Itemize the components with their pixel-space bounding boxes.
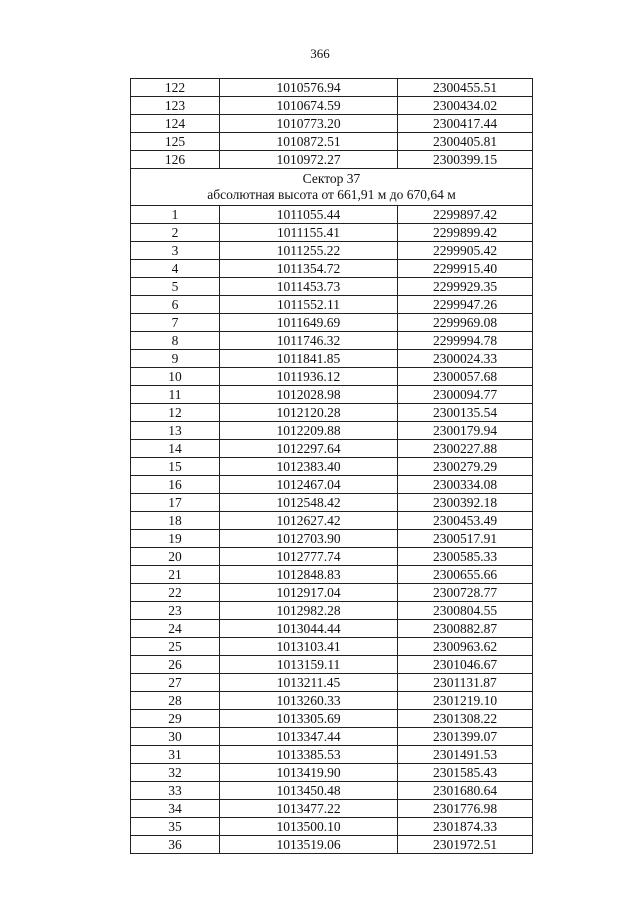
table-row — [131, 584, 533, 602]
x-coordinate-cell: 1013159.11 — [220, 656, 398, 674]
x-coordinate-cell: 1012209.88 — [220, 422, 398, 440]
point-number-cell: 7 — [131, 314, 220, 332]
y-coordinate-cell: 2300882.87 — [398, 620, 533, 638]
table-row — [131, 260, 533, 278]
y-coordinate-cell: 2300094.77 — [398, 386, 533, 404]
x-coordinate-cell: 1011354.72 — [220, 260, 398, 278]
y-coordinate-cell: 2300728.77 — [398, 584, 533, 602]
table-row — [131, 133, 533, 151]
y-coordinate-cell: 2301219.10 — [398, 692, 533, 710]
y-coordinate-cell: 2300453.49 — [398, 512, 533, 530]
y-coordinate-cell: 2301776.98 — [398, 800, 533, 818]
y-coordinate-cell: 2300455.51 — [398, 79, 533, 97]
y-coordinate-cell: 2301491.53 — [398, 746, 533, 764]
sector-header-row — [131, 169, 533, 206]
x-coordinate-cell: 1010674.59 — [220, 97, 398, 115]
y-coordinate-cell: 2300179.94 — [398, 422, 533, 440]
table-row — [131, 692, 533, 710]
point-number-cell: 28 — [131, 692, 220, 710]
rows-before — [131, 79, 533, 169]
point-number-cell: 15 — [131, 458, 220, 476]
x-coordinate-cell: 1011453.73 — [220, 278, 398, 296]
point-number-cell: 36 — [131, 836, 220, 854]
x-coordinate-cell: 1011841.85 — [220, 350, 398, 368]
point-number-cell: 9 — [131, 350, 220, 368]
x-coordinate-cell: 1013419.90 — [220, 764, 398, 782]
point-number-cell: 17 — [131, 494, 220, 512]
y-coordinate-cell: 2300804.55 — [398, 602, 533, 620]
point-number-cell: 124 — [131, 115, 220, 133]
point-number-cell: 21 — [131, 566, 220, 584]
x-coordinate-cell: 1013519.06 — [220, 836, 398, 854]
table-row — [131, 440, 533, 458]
y-coordinate-cell: 2301585.43 — [398, 764, 533, 782]
table-row — [131, 638, 533, 656]
x-coordinate-cell: 1011055.44 — [220, 206, 398, 224]
y-coordinate-cell: 2300399.15 — [398, 151, 533, 169]
point-number-cell: 16 — [131, 476, 220, 494]
x-coordinate-cell: 1012028.98 — [220, 386, 398, 404]
x-coordinate-cell: 1012383.40 — [220, 458, 398, 476]
x-coordinate-cell: 1013260.33 — [220, 692, 398, 710]
y-coordinate-cell: 2300392.18 — [398, 494, 533, 512]
y-coordinate-cell: 2299899.42 — [398, 224, 533, 242]
point-number-cell: 11 — [131, 386, 220, 404]
table-row — [131, 566, 533, 584]
table-row — [131, 368, 533, 386]
table-row — [131, 548, 533, 566]
y-coordinate-cell: 2300227.88 — [398, 440, 533, 458]
table-row — [131, 350, 533, 368]
x-coordinate-cell: 1012777.74 — [220, 548, 398, 566]
y-coordinate-cell: 2301399.07 — [398, 728, 533, 746]
y-coordinate-cell: 2299897.42 — [398, 206, 533, 224]
x-coordinate-cell: 1012297.64 — [220, 440, 398, 458]
x-coordinate-cell: 1011155.41 — [220, 224, 398, 242]
table-row — [131, 97, 533, 115]
x-coordinate-cell: 1011936.12 — [220, 368, 398, 386]
y-coordinate-cell: 2300279.29 — [398, 458, 533, 476]
point-number-cell: 1 — [131, 206, 220, 224]
table-row — [131, 494, 533, 512]
x-coordinate-cell: 1013385.53 — [220, 746, 398, 764]
table-row — [131, 782, 533, 800]
point-number-cell: 23 — [131, 602, 220, 620]
table-row — [131, 512, 533, 530]
sector-subtitle: абсолютная высота от 661,91 м до 670,64 м — [207, 187, 456, 202]
table-row — [131, 836, 533, 854]
table-row — [131, 746, 533, 764]
x-coordinate-cell: 1013450.48 — [220, 782, 398, 800]
x-coordinate-cell: 1012703.90 — [220, 530, 398, 548]
table-row — [131, 79, 533, 97]
coordinates-table — [130, 78, 533, 854]
point-number-cell: 35 — [131, 818, 220, 836]
point-number-cell: 24 — [131, 620, 220, 638]
table-row — [131, 530, 533, 548]
y-coordinate-cell: 2299905.42 — [398, 242, 533, 260]
y-coordinate-cell: 2301972.51 — [398, 836, 533, 854]
x-coordinate-cell: 1010972.27 — [220, 151, 398, 169]
table-row — [131, 476, 533, 494]
point-number-cell: 25 — [131, 638, 220, 656]
table-row — [131, 728, 533, 746]
y-coordinate-cell: 2301131.87 — [398, 674, 533, 692]
table-row — [131, 422, 533, 440]
y-coordinate-cell: 2300655.66 — [398, 566, 533, 584]
point-number-cell: 29 — [131, 710, 220, 728]
table-row — [131, 314, 533, 332]
point-number-cell: 123 — [131, 97, 220, 115]
table-row — [131, 800, 533, 818]
point-number-cell: 8 — [131, 332, 220, 350]
point-number-cell: 122 — [131, 79, 220, 97]
point-number-cell: 19 — [131, 530, 220, 548]
y-coordinate-cell: 2300434.02 — [398, 97, 533, 115]
table-row — [131, 710, 533, 728]
x-coordinate-cell: 1013044.44 — [220, 620, 398, 638]
y-coordinate-cell: 2300963.62 — [398, 638, 533, 656]
y-coordinate-cell: 2299915.40 — [398, 260, 533, 278]
table-row — [131, 764, 533, 782]
point-number-cell: 10 — [131, 368, 220, 386]
x-coordinate-cell: 1010576.94 — [220, 79, 398, 97]
point-number-cell: 5 — [131, 278, 220, 296]
x-coordinate-cell: 1012627.42 — [220, 512, 398, 530]
table-row — [131, 151, 533, 169]
table-row — [131, 620, 533, 638]
y-coordinate-cell: 2300417.44 — [398, 115, 533, 133]
sector-header-group — [131, 169, 533, 206]
point-number-cell: 32 — [131, 764, 220, 782]
table-row — [131, 278, 533, 296]
table-row — [131, 296, 533, 314]
point-number-cell: 13 — [131, 422, 220, 440]
point-number-cell: 22 — [131, 584, 220, 602]
point-number-cell: 3 — [131, 242, 220, 260]
x-coordinate-cell: 1011649.69 — [220, 314, 398, 332]
y-coordinate-cell: 2301874.33 — [398, 818, 533, 836]
x-coordinate-cell: 1013500.10 — [220, 818, 398, 836]
y-coordinate-cell: 2301046.67 — [398, 656, 533, 674]
y-coordinate-cell: 2300405.81 — [398, 133, 533, 151]
point-number-cell: 6 — [131, 296, 220, 314]
point-number-cell: 26 — [131, 656, 220, 674]
point-number-cell: 14 — [131, 440, 220, 458]
point-number-cell: 31 — [131, 746, 220, 764]
y-coordinate-cell: 2300334.08 — [398, 476, 533, 494]
x-coordinate-cell: 1012917.04 — [220, 584, 398, 602]
point-number-cell: 27 — [131, 674, 220, 692]
x-coordinate-cell: 1012848.83 — [220, 566, 398, 584]
table-row — [131, 386, 533, 404]
x-coordinate-cell: 1013211.45 — [220, 674, 398, 692]
y-coordinate-cell: 2299947.26 — [398, 296, 533, 314]
point-number-cell: 12 — [131, 404, 220, 422]
x-coordinate-cell: 1013305.69 — [220, 710, 398, 728]
point-number-cell: 2 — [131, 224, 220, 242]
table-row — [131, 602, 533, 620]
y-coordinate-cell: 2300135.54 — [398, 404, 533, 422]
x-coordinate-cell: 1011552.11 — [220, 296, 398, 314]
x-coordinate-cell: 1010872.51 — [220, 133, 398, 151]
y-coordinate-cell: 2300585.33 — [398, 548, 533, 566]
point-number-cell: 33 — [131, 782, 220, 800]
point-number-cell: 20 — [131, 548, 220, 566]
table-row — [131, 332, 533, 350]
table-row — [131, 818, 533, 836]
y-coordinate-cell: 2299929.35 — [398, 278, 533, 296]
table-row — [131, 674, 533, 692]
point-number-cell: 4 — [131, 260, 220, 278]
y-coordinate-cell: 2301308.22 — [398, 710, 533, 728]
point-number-cell: 30 — [131, 728, 220, 746]
table-row — [131, 242, 533, 260]
x-coordinate-cell: 1013103.41 — [220, 638, 398, 656]
page-number: 366 — [310, 46, 330, 61]
table-row — [131, 458, 533, 476]
x-coordinate-cell: 1012467.04 — [220, 476, 398, 494]
y-coordinate-cell: 2299969.08 — [398, 314, 533, 332]
x-coordinate-cell: 1013347.44 — [220, 728, 398, 746]
table-row — [131, 656, 533, 674]
y-coordinate-cell: 2300024.33 — [398, 350, 533, 368]
table-row — [131, 206, 533, 224]
y-coordinate-cell: 2300057.68 — [398, 368, 533, 386]
table-row — [131, 115, 533, 133]
y-coordinate-cell: 2300517.91 — [398, 530, 533, 548]
x-coordinate-cell: 1012548.42 — [220, 494, 398, 512]
x-coordinate-cell: 1012982.28 — [220, 602, 398, 620]
sector-header-cell — [131, 169, 533, 206]
point-number-cell: 125 — [131, 133, 220, 151]
table-row — [131, 224, 533, 242]
x-coordinate-cell: 1013477.22 — [220, 800, 398, 818]
point-number-cell: 18 — [131, 512, 220, 530]
x-coordinate-cell: 1012120.28 — [220, 404, 398, 422]
x-coordinate-cell: 1011746.32 — [220, 332, 398, 350]
point-number-cell: 34 — [131, 800, 220, 818]
sector-title: Сектор 37 — [302, 171, 361, 186]
y-coordinate-cell: 2301680.64 — [398, 782, 533, 800]
y-coordinate-cell: 2299994.78 — [398, 332, 533, 350]
rows-after — [131, 206, 533, 854]
table-row — [131, 404, 533, 422]
point-number-cell: 126 — [131, 151, 220, 169]
x-coordinate-cell: 1011255.22 — [220, 242, 398, 260]
x-coordinate-cell: 1010773.20 — [220, 115, 398, 133]
